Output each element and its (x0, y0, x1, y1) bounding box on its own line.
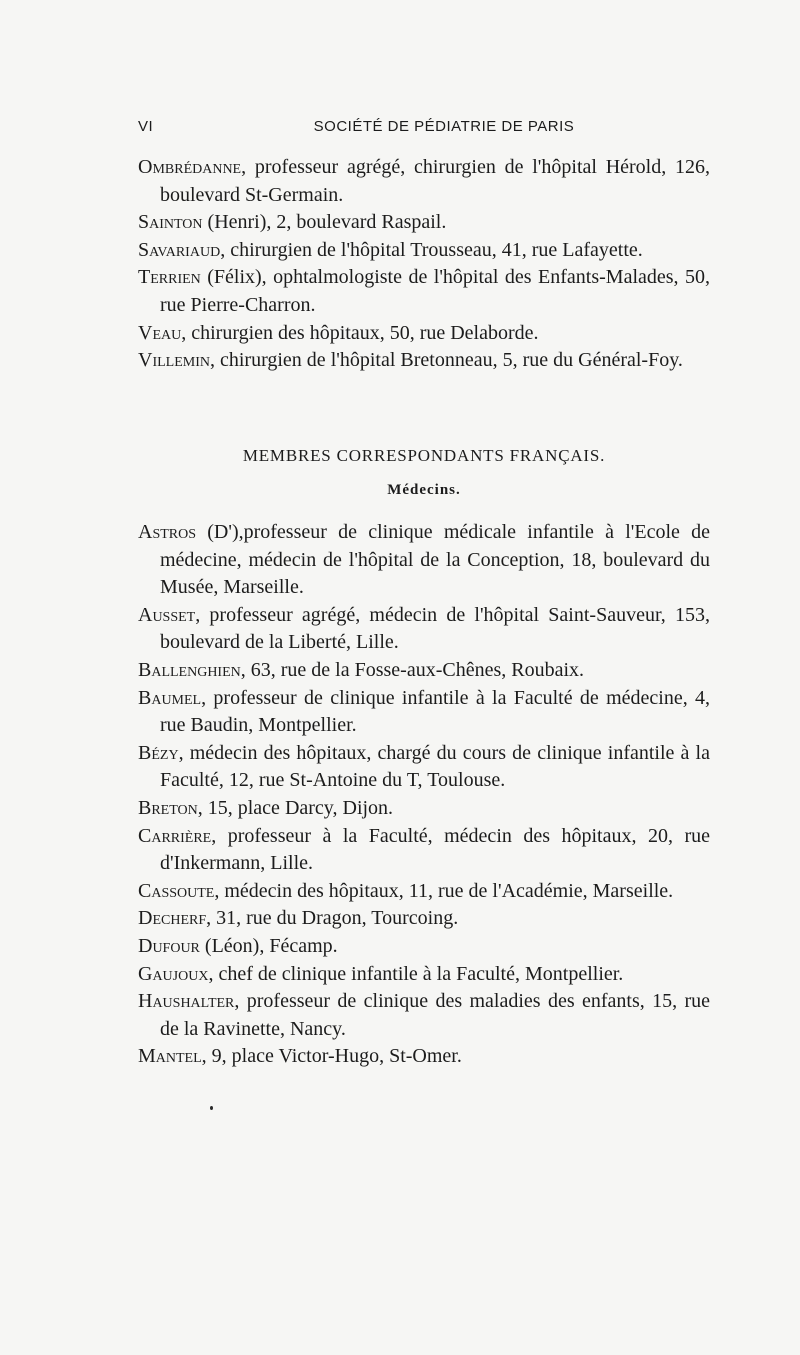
member-name: Bézy (138, 741, 179, 764)
member-name: Ballenghien (138, 658, 241, 681)
member-name: Astros (138, 521, 197, 543)
member-details: (Félix), ophtalmologiste de l'hôpital des Enfants-Malades, 50, rue Pierre-Charron. (160, 266, 710, 316)
member-details: , professeur de clinique des maladies des enfants, 15, rue de la Ravinette, Nancy. (160, 990, 710, 1040)
member-name: Baumel (138, 686, 202, 709)
member-name: Decherf (138, 907, 207, 930)
member-details: , chirurgien des hôpitaux, 50, rue Delaborde. (181, 321, 539, 344)
member-details: , chirurgien de l'hôpital Trousseau, 41, rue Lafayette. (220, 238, 643, 261)
list-item (138, 878, 710, 906)
section-subtitle: Médecins. (387, 482, 461, 498)
member-details: (Henri), 2, boulevard Raspail. (202, 211, 447, 234)
member-details: , professeur à la Faculté, médecin des hôpitaux, 20, rue d'Inkermann, Lille. (160, 824, 710, 875)
page-header (138, 118, 710, 140)
list-item (138, 933, 710, 961)
member-details: , 31, rue du Dragon, Tourcoing. (206, 907, 459, 930)
member-name: Mantel (138, 1045, 202, 1068)
list-item (138, 1043, 710, 1071)
list-item (138, 209, 710, 237)
list-item (138, 961, 710, 989)
list-item (138, 905, 710, 933)
member-details: (Léon), Fécamp. (199, 934, 338, 957)
member-details: , professeur de clinique infantile à la Faculté de médecine, 4, rue Baudin, Montpellier. (160, 686, 710, 737)
list-item (138, 795, 710, 823)
member-name: Terrien (138, 266, 201, 289)
member-name: Ombrédanne (138, 156, 242, 178)
list-item (138, 320, 710, 348)
list-item (138, 823, 710, 878)
page-number: VI (138, 118, 154, 135)
list-item (138, 602, 710, 657)
member-name: Carrière (138, 824, 212, 847)
member-name: Savariaud (138, 238, 221, 261)
section-title: MEMBRES CORRESPONDANTS FRANÇAIS. (242, 446, 606, 465)
member-name: Villemin (138, 349, 210, 372)
list-item (138, 657, 710, 685)
member-details: , 63, rue de la Fosse-aux-Chênes, Roubaix. (240, 658, 585, 681)
list-item (138, 264, 710, 319)
member-name: Gaujoux (138, 962, 209, 985)
member-details: , médecin des hôpitaux, 11, rue de l'Académie, Marseille. (214, 879, 674, 902)
member-details: , chirurgien de l'hôpital Bretonneau, 5, rue du Général-Foy. (209, 349, 683, 372)
member-details: , professeur agrégé, chirurgien de l'hôpital Hérold, 126, boulevard St-Germain. (160, 156, 710, 206)
member-name: Cassoute (138, 879, 215, 902)
member-name: Veau (138, 321, 182, 344)
members-list-bottom (138, 519, 710, 1071)
list-item (138, 519, 710, 602)
list-item (138, 685, 710, 740)
member-name: Ausset (138, 603, 196, 626)
ink-speck (210, 1106, 213, 1110)
list-item (138, 740, 710, 795)
running-title: SOCIÉTÉ DE PÉDIATRIE DE PARIS (313, 118, 575, 135)
member-details: (D'),professeur de clinique médicale infantile à l'Ecole de médecine, médecin de l'hôpital de la Conception, 18, boulevard du Musée, Marseille. (160, 521, 710, 599)
member-name: Breton (138, 796, 198, 819)
member-details: , chef de clinique infantile à la Faculté, Montpellier. (208, 962, 624, 985)
member-details: , professeur agrégé, médecin de l'hôpital Saint-Sauveur, 153, boulevard de la Liberté, Lille. (160, 603, 710, 654)
member-name: Dufour (138, 934, 200, 957)
members-list-top (138, 154, 710, 375)
member-details: , 9, place Victor-Hugo, St-Omer. (201, 1045, 462, 1068)
list-item (138, 237, 710, 265)
member-name: Sainton (138, 211, 203, 234)
member-details: , 15, place Darcy, Dijon. (197, 796, 394, 819)
member-details: , médecin des hôpitaux, chargé du cours de clinique infantile à la Faculté, 12, rue St-Antoine du T, Toulouse. (160, 741, 710, 792)
list-item (138, 988, 710, 1043)
list-item (138, 347, 710, 375)
member-name: Haushalter (138, 990, 235, 1013)
list-item (138, 154, 710, 209)
